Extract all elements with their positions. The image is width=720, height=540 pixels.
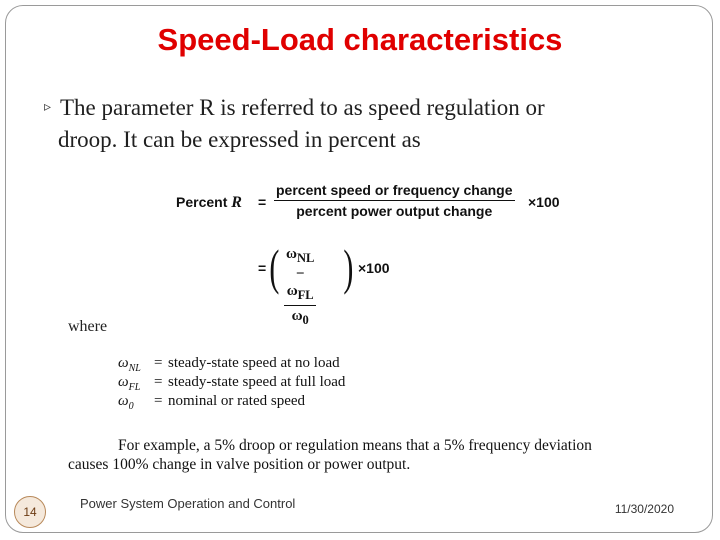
omega-denominator: $\omega_0$ [291,308,309,327]
definition-symbol: $\omega_{NL}$ [118,355,141,374]
example-paragraph [68,436,668,474]
definition-symbol: $\omega_{FL}$ [118,374,141,393]
fraction-omega [284,246,316,328]
omega-numerator: $\omega_{NL} - \omega_{FL}$ [284,246,316,306]
bullet-paragraph [44,92,684,156]
times-100-2: ×100 [358,260,390,276]
footer-date: 11/30/2020 [614,502,674,516]
droop-equation [176,182,596,327]
definition-text: nominal or rated speed [168,393,306,409]
slide-number-badge: 14 [14,496,46,528]
equals-sign-2: = [258,260,267,276]
bullet-line-2: droop. It can be expressed in percent as [58,127,421,152]
equals-sign: = [258,194,267,210]
footer-course-title: Power System Operation and Control [80,496,296,511]
fraction-denominator: percent power output change [296,203,493,219]
definition-row: $\omega_0$ = nominal or rated speed [118,393,306,412]
open-paren: ( [269,239,280,295]
fraction-numerator: percent speed or frequency change [274,182,515,201]
definition-row: $\omega_{FL}$ = steady-state speed at full load [118,374,346,393]
times-100: ×100 [528,194,560,210]
fraction-percent-change [274,182,515,219]
definition-symbol: $\omega_0$ [118,393,134,412]
close-paren: ) [343,239,354,295]
example-line-1: For example, a 5% droop or regulation means that a 5% frequency deviation [118,437,592,454]
definition-text: steady-state speed at full load [168,374,346,390]
bullet-line-1: The parameter R is referred to as speed regulation or [60,95,545,120]
definitions-list [118,355,345,412]
where-label: where [68,318,108,335]
equation-lhs: Percent R [176,194,242,211]
definition-row: $\omega_{NL}$ = steady-state speed at no load [118,355,340,374]
example-line-2: causes 100% change in valve position or power output. [68,456,411,473]
definition-text: steady-state speed at no load [168,355,340,371]
bullet-icon: ▹ [44,100,52,115]
slide-title: Speed-Load characteristics [157,22,563,57]
